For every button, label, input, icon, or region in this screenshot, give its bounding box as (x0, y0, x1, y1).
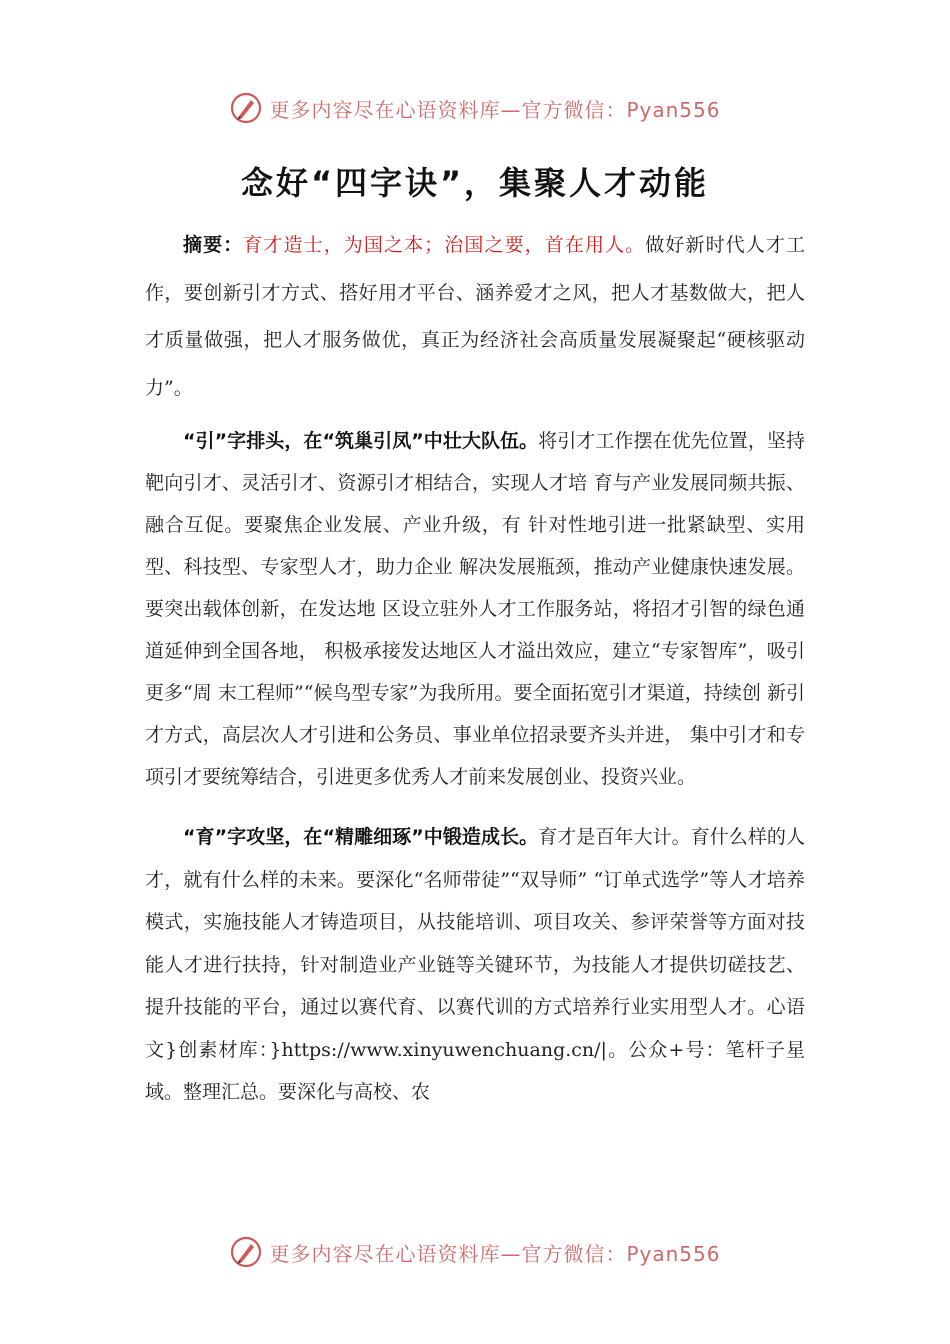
pen-logo-icon (229, 91, 263, 125)
pen-logo-icon (229, 1235, 263, 1269)
section-yu-body: 育才是百年大计。育什么样的人才，就有什么样的未来。要深化“名师带徒”“双导师” “订单式选学”等人才培养模式，实施技能人才铸造项目，从技能培训、项目攻关、参评荣誉等方面对技能人才进行扶持，针对制造业产业链等关键环节，为技能人才提供切磋技艺、提升技能的平台，通过以赛代育、以赛代训的方式培养行业实用型人才。心语文}创素材库：}https://www.xinyuwenchuang.cn/|。公众+号：笔杆子星域。整理汇总。要深化与高校、农 (145, 826, 805, 1103)
abstract-highlight: 育才造士，为国之本；治国之要，首在用人。 (243, 234, 646, 256)
section-yu-paragraph (145, 816, 805, 1114)
section-yin-lead: “引”字排头，在“筑巢引凤”中壮大队伍。 (183, 430, 539, 452)
page-title: 念好“四字诀”，集聚人才动能 (240, 164, 710, 202)
watermark-header (0, 88, 950, 128)
article-body (145, 222, 805, 1114)
section-yin-body: 将引才工作摆在优先位置，坚持靶向引才、灵活引才、资源引才相结合，实现人才培 育与产业发展同频共振、融合互促。要聚焦企业发展、产业升级，有 针对性地引进一批紧缺型、实用型、科技型、专家型人才，助力企业 解决发展瓶颈，推动产业健康快速发展。要突出载体创新，在发达地 区设立驻外人才工作服务站，将招才引智的绿色通道延伸到全国各地， 积极承接发达地区人才溢出效应，建立“专家智库”，吸引更多“周 末工程师”“候鸟型专家”为我所用。要全面拓宽引才渠道，持续创 新引才方式，高层次人才引进和公务员、事业单位招录要齐头并进， 集中引才和专项引才要统筹结合，引进更多优秀人才前来发展创业、投资兴业。 (145, 430, 805, 788)
watermark-text: 更多内容尽在心语资料库—官方微信：Pyan556 (269, 97, 721, 122)
watermark-text: 更多内容尽在心语资料库—官方微信：Pyan556 (269, 1241, 721, 1266)
abstract-label: 摘要： (183, 234, 244, 256)
watermark-footer (0, 1232, 950, 1272)
abstract-body: 做好新时代人才工作，要创新引才方式、搭好用才平台、涵养爱才之风，把人才基数做大，把人才质量做强，把人才服务做优，真正为经济社会高质量发展凝聚起“硬核驱动力”。 (145, 234, 805, 399)
section-yu-lead: “育”字攻坚，在“精雕细琢”中锻造成长。 (183, 826, 539, 848)
abstract-paragraph (145, 222, 805, 412)
section-yin-paragraph (145, 420, 805, 798)
